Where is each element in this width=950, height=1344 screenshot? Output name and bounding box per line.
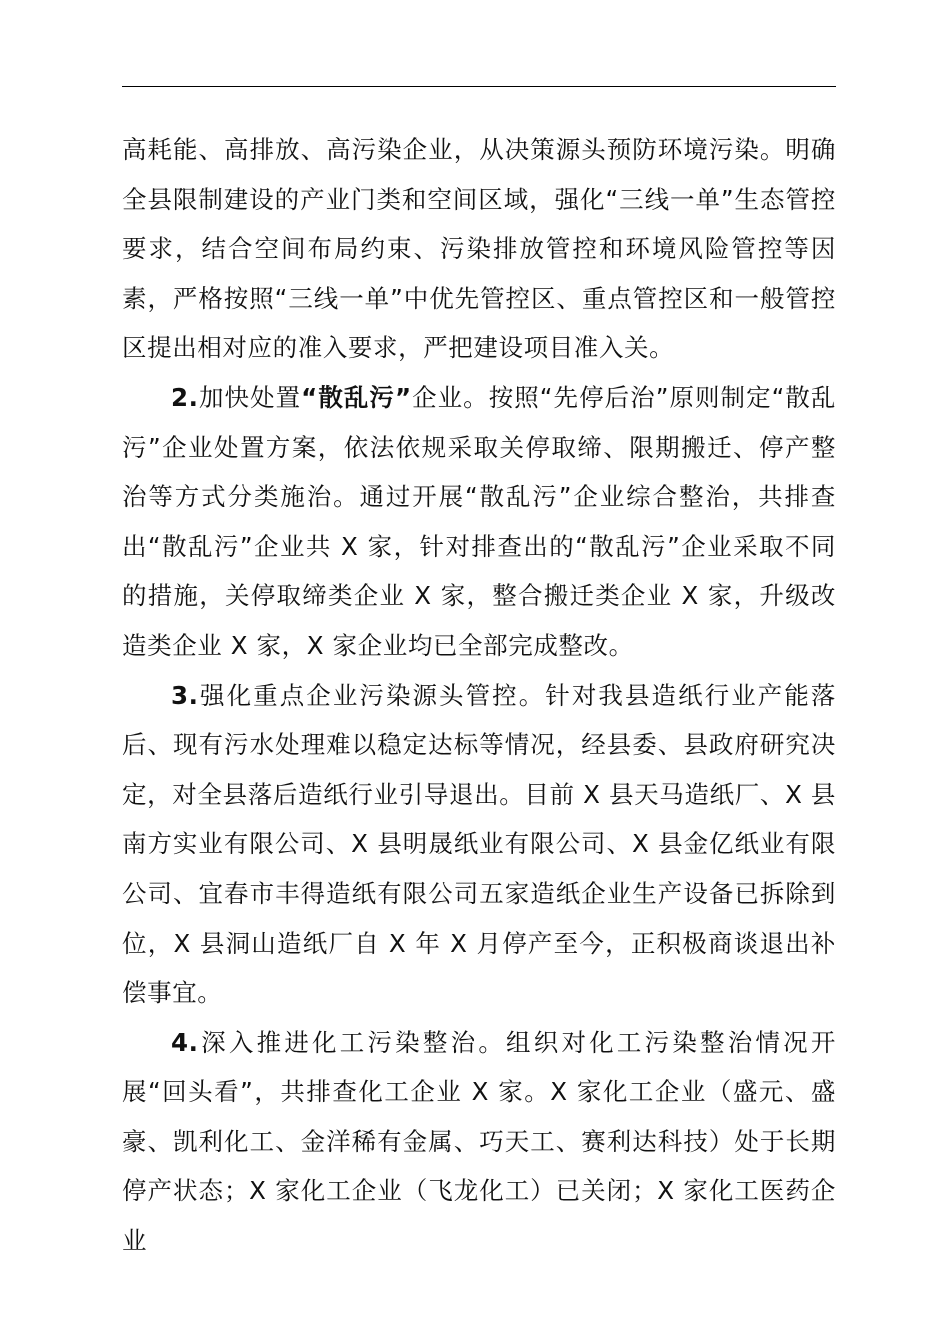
paragraph-4 bbox=[122, 1018, 836, 1266]
paragraph-2-keyword: “散乱污” bbox=[301, 382, 412, 412]
paragraph-2-text: 企业。按照“先停后治”原则制定“散乱污”企业处置方案，依法依规采取关停取缔、限期搬迁、停产整治等方式分类施治。通过开展“散乱污”企业综合整治，共排查出“散乱污”企业共 X 家，针对排查出的“散乱污”企业采取不同的措施，关停取缔类企业 X 家，整合搬迁类企业 X 家，升级改造类企业 X 家，X 家企业均已全部完成整改。 bbox=[122, 382, 836, 660]
document-body bbox=[122, 125, 836, 1266]
paragraph-3 bbox=[122, 671, 836, 1018]
header-rule bbox=[122, 86, 836, 87]
paragraph-4-number: 4. bbox=[171, 1027, 199, 1057]
paragraph-2 bbox=[122, 373, 836, 671]
paragraph-3-text: 强化重点企业污染源头管控。针对我县造纸行业产能落后、现有污水处理难以稳定达标等情况，经县委、县政府研究决定，对全县落后造纸行业引导退出。目前 X 县天马造纸厂、X 县南方实业有限公司、X 县明晟纸业有限公司、X 县金亿纸业有限公司、宜春市丰得造纸有限公司五家造纸企业生产设备已拆除到位，X 县洞山造纸厂自 X 年 X 月停产至今，正积极商谈退出补偿事宜。 bbox=[122, 680, 836, 1008]
paragraph-4-text: 深入推进化工污染整治。组织对化工污染整治情况开展“回头看”，共排查化工企业 X 家。X 家化工企业（盛元、盛豪、凯利化工、金洋稀有金属、巧天工、赛利达科技）处于长期停产状态；X 家化工企业（飞龙化工）已关闭；X 家化工医药企业 bbox=[122, 1027, 836, 1256]
paragraph-2-number: 2. bbox=[171, 382, 199, 412]
paragraph-2-lead: 加快处置 bbox=[198, 382, 302, 412]
paragraph-3-number: 3. bbox=[171, 680, 199, 710]
paragraph-1-text: 高耗能、高排放、高污染企业，从决策源头预防环境污染。明确全县限制建设的产业门类和空间区域，强化“三线一单”生态管控要求，结合空间布局约束、污染排放管控和环境风险管控等因素，严格按照“三线一单”中优先管控区、重点管控区和一般管控区提出相对应的准入要求，严把建设项目准入关。 bbox=[122, 135, 836, 363]
paragraph-1 bbox=[122, 125, 836, 373]
